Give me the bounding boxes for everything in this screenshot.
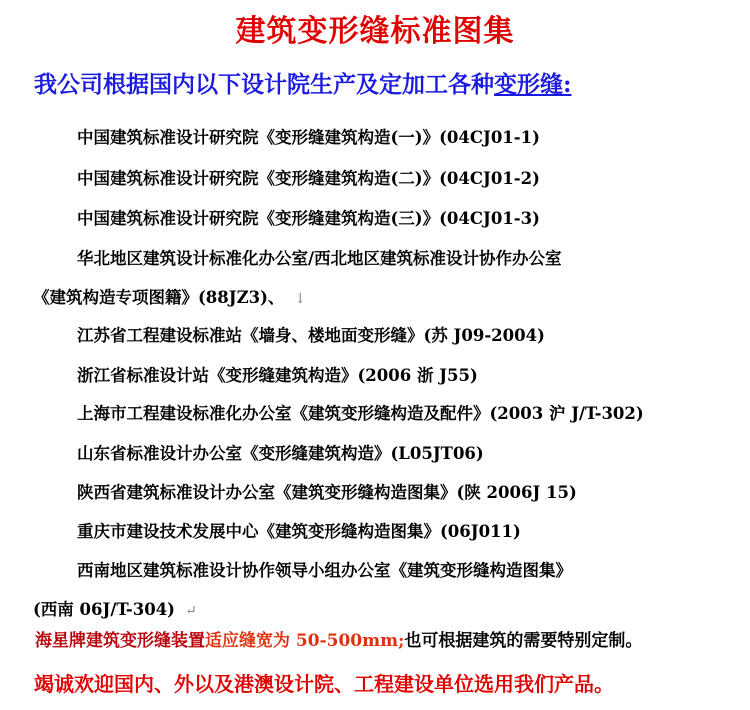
standard-line — [77, 245, 562, 269]
product-note — [35, 626, 642, 651]
welcome-line: 竭诚欢迎国内、外以及港澳设计院、工程建设单位选用我们产品。 — [34, 672, 614, 696]
standard-line — [77, 440, 484, 464]
standard-line — [77, 124, 540, 148]
standard-line-text: 浙江省标准设计站《变形缝建筑构造》(2006 浙 J55) — [77, 366, 478, 385]
standard-line-text: (西南 06J/T-304) — [33, 600, 175, 619]
standard-line-text: 陕西省建筑标准设计办公室《建筑变形缝构造图集》(陕 2006J 15) — [77, 483, 577, 502]
standard-line — [77, 165, 540, 189]
standard-line-text: 江苏省工程建设标准站《墙身、楼地面变形缝》(苏 J09-2004) — [77, 326, 545, 345]
standard-line — [77, 400, 644, 424]
intro-underlined-text: 变形缝: — [494, 71, 572, 98]
standard-line — [77, 362, 478, 386]
intro-line — [34, 66, 612, 99]
standard-line-text: 中国建筑标准设计研究院《变形缝建筑构造(二)》(04CJ01-2) — [77, 169, 540, 188]
standard-line — [77, 557, 572, 581]
standard-line — [33, 284, 306, 308]
standard-line-text: 上海市工程建设标准化办公室《建筑变形缝构造及配件》(2003 沪 J/T-302) — [77, 404, 644, 423]
note-custom: 也可根据建筑的需要特别定制。 — [404, 631, 643, 651]
standard-line — [33, 596, 197, 620]
intro-text: 我公司根据国内以下设计院生产及定加工各种 — [34, 71, 494, 98]
standard-line — [77, 518, 521, 542]
note-spec: 适应缝宽为 50-500mm; — [205, 631, 405, 651]
standard-line-text: 华北地区建筑设计标准化办公室/西北地区建筑标准设计协作办公室 — [77, 249, 562, 268]
paragraph-mark-icon: ↵ — [185, 603, 197, 619]
standard-line-text: 山东省标准设计办公室《变形缝建筑构造》(L05JT06) — [77, 444, 484, 463]
page-title: 建筑变形缝标准图集 — [235, 14, 515, 49]
paragraph-mark-icon: ↓ — [294, 291, 307, 307]
standard-line-text: 重庆市建设技术发展中心《建筑变形缝构造图集》(06J011) — [77, 522, 521, 541]
standard-line-text: 中国建筑标准设计研究院《变形缝建筑构造(一)》(04CJ01-1) — [77, 128, 540, 147]
standard-line — [77, 322, 545, 346]
standard-line-text: 西南地区建筑标准设计协作领导小组办公室《建筑变形缝构造图集》 — [77, 561, 572, 580]
standard-line — [77, 205, 540, 229]
note-brand: 海星牌建筑变形缝装置 — [35, 631, 205, 651]
standard-line-text: 《建筑构造专项图籍》(88JZ3)、 — [33, 288, 285, 307]
standard-line-text: 中国建筑标准设计研究院《变形缝建筑构造(三)》(04CJ01-3) — [77, 209, 540, 228]
standard-line — [77, 479, 577, 503]
